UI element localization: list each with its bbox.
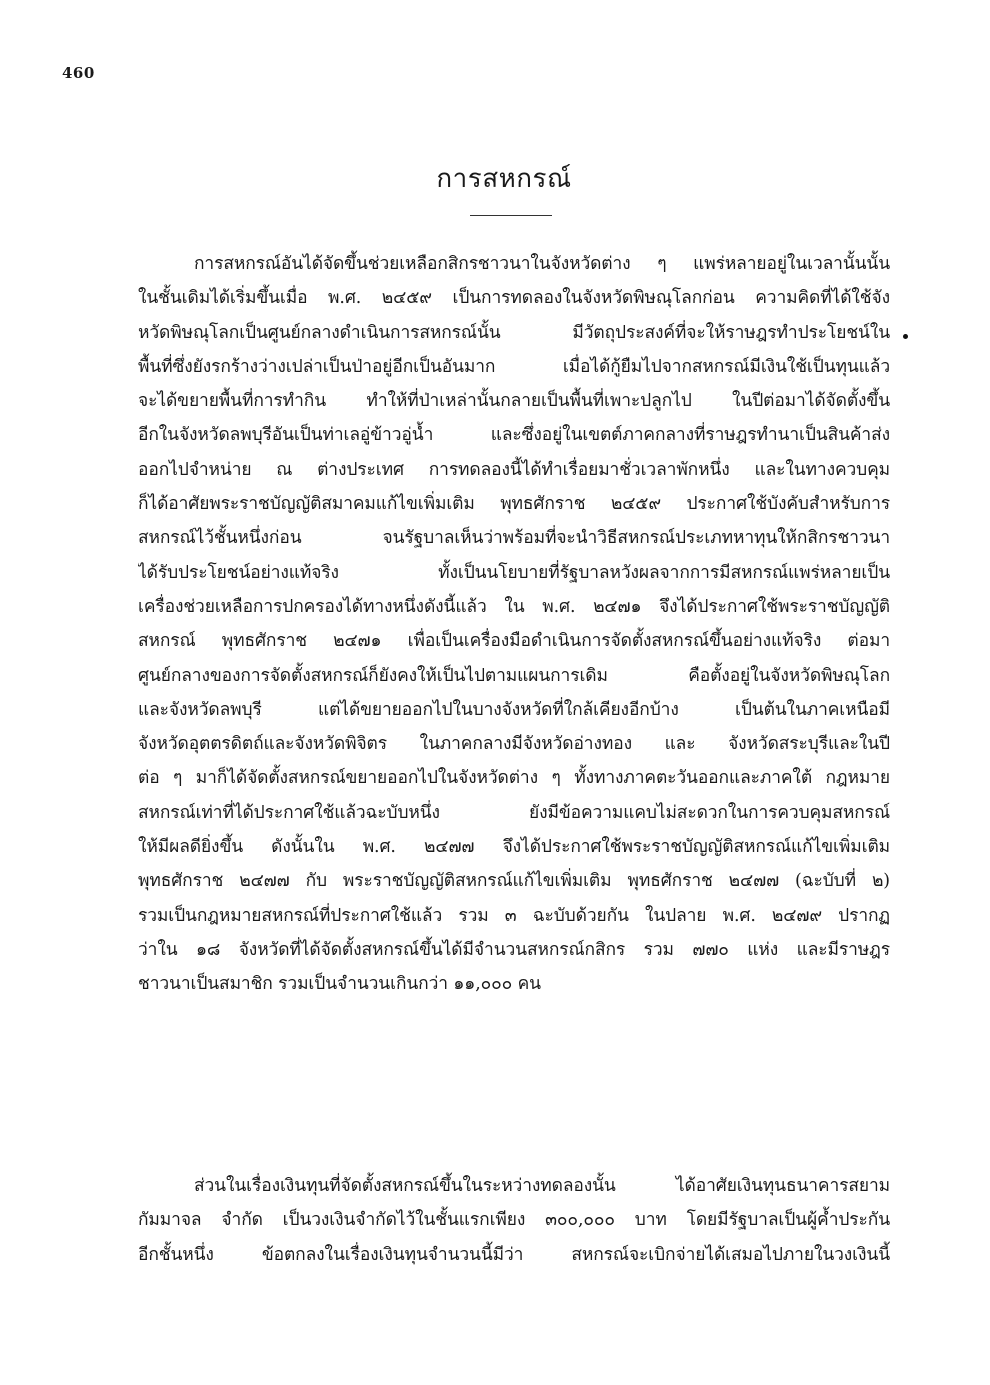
text-line: ชาวนาเป็นสมาชิก รวมเป็นจำนวนเกินกว่า ๑๑,๐๐๐ คน [138, 974, 541, 995]
text-line: จะได้ขยายพื้นที่การทำกิน ทำให้ที่ป่าเหล่านั้นกลายเป็นพื้นที่เพาะปลูกไป ในปีต่อมาได้จัดตั้งขึ้น [138, 391, 890, 412]
text-line: ศูนย์กลางของการจัดตั้งสหกรณ์ก็ยังคงให้เป็นไปตามแผนการเดิม คือตั้งอยู่ในจังหวัดพิษณุโลก [138, 665, 890, 686]
text-line: กัมมาจล จำกัด เป็นวงเงินจำกัดไว้ในชั้นแรกเพียง ๓๐๐,๐๐๐ บาท โดยมีรัฐบาลเป็นผู้ค้ำประกัน [138, 1210, 890, 1231]
text-line: อีกชั้นหนึ่ง ข้อตกลงในเรื่องเงินทุนจำนวนนี้มีว่า สหกรณ์จะเบิกจ่ายได้เสมอไปภายในวงเงินนี้ [138, 1244, 890, 1265]
text-line: สหกรณ์ไว้ชั้นหนึ่งก่อน จนรัฐบาลเห็นว่าพร้อมที่จะนำวิธีสหกรณ์ประเภทหาทุนให้กสิกรชาวนา [138, 528, 890, 549]
text-line: สหกรณ์เท่าที่ได้ประกาศใช้แล้วฉะบับหนึ่ง ยังมีข้อความแคบไม่สะดวกในการควบคุมสหกรณ์ [138, 802, 890, 823]
text-line: ส่วนในเรื่องเงินทุนที่จัดตั้งสหกรณ์ขึ้นในระหว่างทดลองนั้น ได้อาศัยเงินทุนธนาคารสยาม [194, 1176, 890, 1196]
title-underline-rule [470, 215, 552, 216]
paragraph-1 [138, 247, 890, 1002]
text-line: ให้มีผลดียิ่งขึ้น ดังนั้นใน พ.ศ. ๒๔๗๗ จึงได้ประกาศใช้พระราชบัญญัติสหกรณ์แก้ไขเพิ่มเติม [138, 837, 890, 858]
paragraph-2 [138, 1169, 890, 1272]
page-title: การสหกรณ์ [436, 164, 572, 194]
text-line: สหกรณ์ พุทธศักราช ๒๔๗๑ เพื่อเป็นเครื่องมือดำเนินการจัดตั้งสหกรณ์ขึ้นอย่างแท้จริง ต่อมา [138, 631, 890, 652]
page-number: 460 [62, 64, 95, 82]
text-line: จังหวัดอุตตรดิตถ์และจังหวัดพิจิตร ในภาคกลางมีจังหวัดอ่างทอง และ จังหวัดสระบุรีและในปี [138, 734, 890, 755]
margin-ink-dot [903, 334, 908, 339]
text-line: หวัดพิษณุโลกเป็นศูนย์กลางดำเนินการสหกรณ์นั้น มีวัตถุประสงค์ที่จะให้ราษฎรทำประโยชน์ใน [138, 322, 890, 343]
text-line: รวมเป็นกฎหมายสหกรณ์ที่ประกาศใช้แล้ว รวม ๓ ฉะบับด้วยกัน ในปลาย พ.ศ. ๒๔๗๙ ปรากฏ [138, 905, 890, 926]
text-line: เครื่องช่วยเหลือการปกครองได้ทางหนึ่งดังนี้แล้ว ใน พ.ศ. ๒๔๗๑ จึงได้ประกาศใช้พระราชบัญญัติ [138, 596, 890, 617]
text-line: ออกไปจำหน่าย ณ ต่างประเทศ การทดลองนี้ได้ทำเรื่อยมาชั่วเวลาพักหนึ่ง และในทางควบคุม [138, 459, 890, 480]
text-line: อีกในจังหวัดลพบุรีอันเป็นท่าเลอู่ข้าวอู่น้ำ และซึ่งอยู่ในเขตต์ภาคกลางที่ราษฎรทำนาเป็นสินค้าส่ง [138, 425, 890, 446]
text-line: ได้รับประโยชน์อย่างแท้จริง ทั้งเป็นนโยบายที่รัฐบาลหวังผลจากการมีสหกรณ์แพร่หลายเป็น [138, 562, 890, 583]
text-line: การสหกรณ์อันได้จัดขึ้นช่วยเหลือกสิกรชาวนาในจังหวัดต่าง ๆ แพร่หลายอยู่ในเวลานั้นนั้น [194, 254, 890, 274]
text-line: ก็ได้อาศัยพระราชบัญญัติสมาคมแก้ไขเพิ่มเติม พุทธศักราช ๒๔๕๙ ประกาศใช้บังคับสำหรับการ [138, 494, 890, 515]
text-line: และจังหวัดลพบุรี แต่ได้ขยายออกไปในบางจังหวัดที่ใกล้เคียงอีกบ้าง เป็นต้นในภาคเหนือมี [138, 699, 890, 720]
text-line: พุทธศักราช ๒๔๗๗ กับ พระราชบัญญัติสหกรณ์แก้ไขเพิ่มเติม พุทธศักราช ๒๔๗๗ (ฉะบับที่ ๒) [138, 871, 890, 892]
text-line: ว่าใน ๑๘ จังหวัดที่ได้จัดตั้งสหกรณ์ขึ้นได้มีจำนวนสหกรณ์กสิกร รวม ๗๗๐ แห่ง และมีราษฎร [138, 939, 890, 960]
text-line: ในชั้นเดิมได้เริ่มขึ้นเมื่อ พ.ศ. ๒๔๕๙ เป็นการทดลองในจังหวัดพิษณุโลกก่อน ความคิดที่ได้ใช้จัง [138, 288, 890, 309]
text-line: ต่อ ๆ มาก็ได้จัดตั้งสหกรณ์ขยายออกไปในจังหวัดต่าง ๆ ทั้งทางภาคตะวันออกและภาคใต้ กฎหมาย [138, 768, 890, 789]
text-line: พื้นที่ซึ่งยังรกร้างว่างเปล่าเป็นป่าอยู่อีกเป็นอันมาก เมื่อได้กู้ยืมไปจากสหกรณ์มีเงินใช้เป็นทุนแล้ว [138, 356, 890, 377]
